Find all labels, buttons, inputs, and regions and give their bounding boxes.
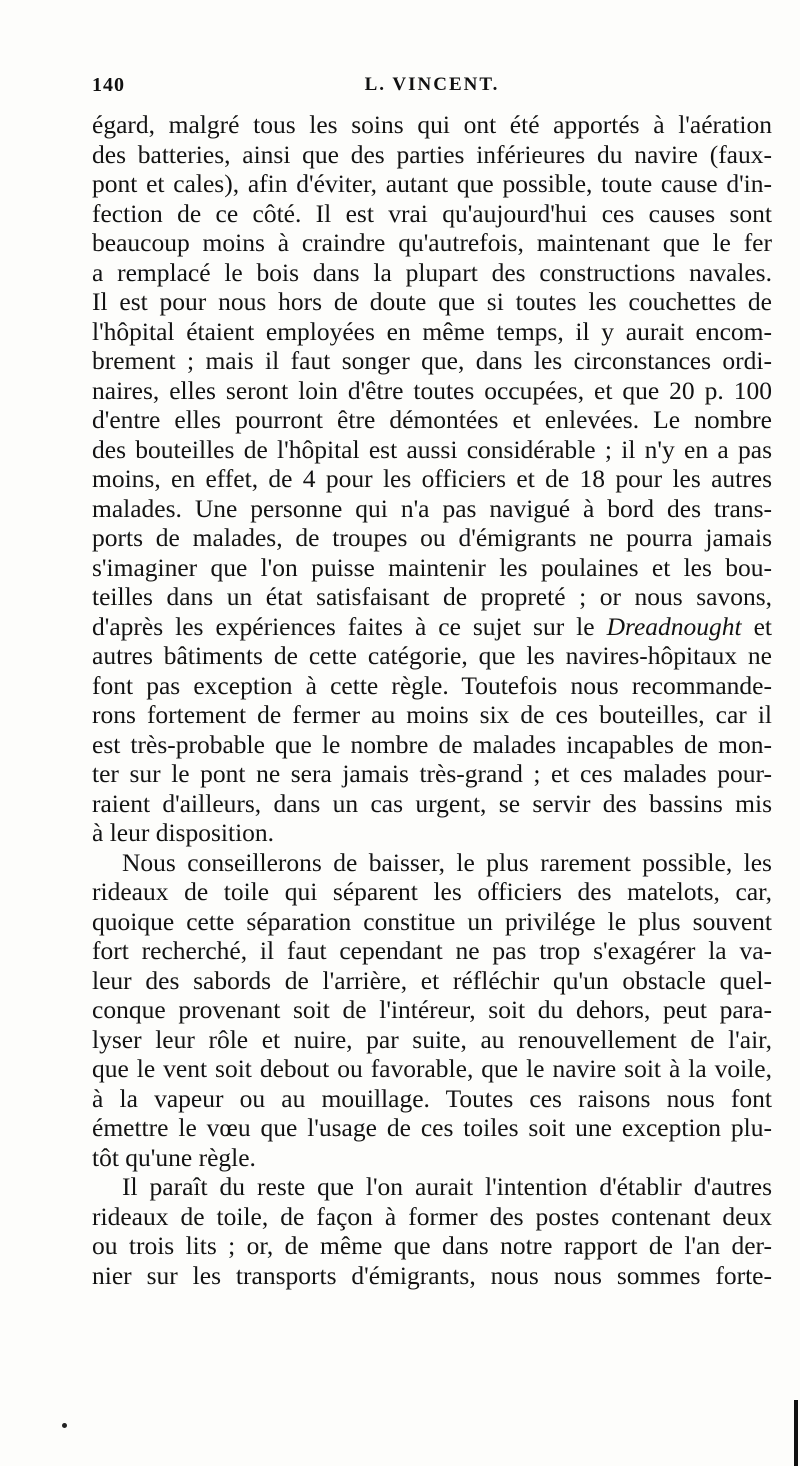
text-line: ter sur le pont ne sera jamais très-grand ; et ces malades pour- [92, 759, 772, 788]
text-line: d'après les expériences faites à ce sujet sur le Dreadnought et [92, 611, 773, 641]
text-line: brement ; mais il faut songer que, dans les circonstances ordi- [92, 346, 772, 375]
text-line: moins, en effet, de 4 pour les officiers et de 18 pour les autres [92, 464, 772, 493]
text-line: conque provenant soit de l'intéreur, soit du dehors, peut para- [92, 995, 772, 1024]
text-line: malades. Une personne qui n'a pas navigué à bord des trans- [92, 493, 772, 523]
paragraph [92, 848, 772, 1173]
text-line: raient d'ailleurs, dans un cas urgent, se servir des bassins mis [92, 788, 772, 818]
page-header [92, 74, 772, 104]
text-line: des bouteilles de l'hôpital est aussi considérable ; il n'y en a pas [92, 434, 772, 464]
running-head: L. VINCENT. [364, 74, 500, 95]
text-line: fection de ce côté. Il est vrai qu'aujourd'hui ces causes sont [92, 198, 772, 228]
text-line: émettre le vœu que l'usage de ces toiles soit une exception plu- [92, 1113, 772, 1142]
text-line: Nous conseillerons de baisser, le plus rarement possible, les [122, 847, 772, 877]
text-line: rons fortement de fermer au moins six de ces bouteilles, car il [92, 700, 772, 729]
text-line: autres bâtiments de cette catégorie, que les navires-hôpitaux ne [92, 641, 772, 670]
text-line: ou trois lits ; or, de même que dans notre rapport de l'an der- [92, 1231, 772, 1260]
text-line: fort recherché, il faut cependant ne pas trop s'exagérer la va- [92, 936, 772, 965]
ship-name: Dreadnought [606, 611, 742, 641]
text-line: ports de malades, de troupes ou d'émigrants ne pourra jamais [92, 523, 772, 552]
text-line: Il est pour nous hors de doute que si toutes les couchettes de [92, 287, 772, 316]
text-line: égard, malgré tous les soins qui ont été apportés à l'aération [92, 110, 772, 139]
paragraph [92, 110, 772, 848]
text-line: s'imaginer que l'on puisse maintenir les poulaines et les bou- [92, 552, 772, 582]
margin-dot [62, 1423, 67, 1428]
text-line: pont et cales), afin d'éviter, autant que possible, toute cause d'in- [92, 169, 772, 198]
text-line: font pas exception à cette règle. Toutefois nous recommande- [92, 670, 772, 700]
text-line: à la vapeur ou au mouillage. Toutes ces raisons nous font [92, 1083, 772, 1113]
body-text [92, 110, 772, 1290]
text-line: à leur disposition. [92, 818, 275, 847]
text-line: d'entre elles pourront être démontées et enlevées. Le nombre [92, 405, 772, 434]
text-line: lyser leur rôle et nuire, par suite, au renouvellement de l'air, [92, 1024, 772, 1054]
text-line: des batteries, ainsi que des parties inférieures du navire (faux- [92, 139, 772, 169]
paragraph [92, 1172, 772, 1290]
text-line: teilles dans un état satisfaisant de propreté ; or nous savons, [92, 582, 772, 611]
text-line: leur des sabords de l'arrière, et réfléchir qu'un obstacle quel- [92, 965, 772, 995]
text-line: rideaux de toile qui séparent les officiers des matelots, car, [92, 877, 772, 906]
text-line: tôt qu'une règle. [92, 1142, 256, 1172]
page-edge-mark [794, 1400, 798, 1466]
text-line: nier sur les transports d'émigrants, nous nous sommes forte- [92, 1260, 772, 1290]
text-line: que le vent soit debout ou favorable, que le navire soit à la voile, [92, 1054, 772, 1083]
text-line: naires, elles seront loin d'être toutes occupées, et que 20 p. 100 [92, 375, 772, 405]
page-number: 140 [92, 74, 125, 96]
text-line: beaucoup moins à craindre qu'autrefois, maintenant que le fer [92, 228, 772, 257]
text-line: a remplacé le bois dans la plupart des constructions navales. [92, 257, 772, 287]
text-line: rideaux de toile, de façon à former des postes contenant deux [92, 1201, 772, 1231]
text-line: l'hôpital étaient employées en même temps, il y aurait encom- [92, 316, 772, 346]
text-line: quoique cette séparation constitue un privilége le plus souvent [92, 906, 772, 936]
text-line: est très-probable que le nombre de malades incapables de mon- [92, 729, 772, 759]
text-line: Il paraît du reste que l'on aurait l'intention d'établir d'autres [122, 1172, 772, 1201]
